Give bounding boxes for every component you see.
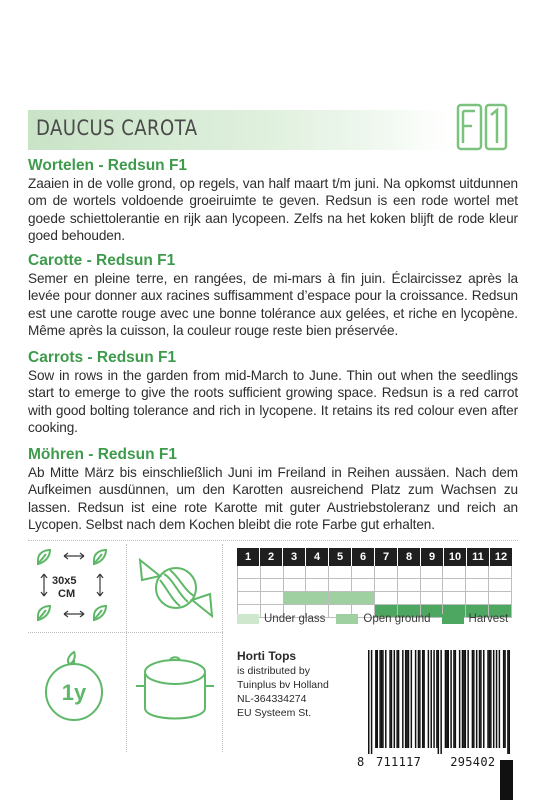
section-title-dutch: Wortelen - Redsun F1 <box>28 157 188 174</box>
section-body-dutch: Zaaien in de volle grond, op regels, van half maart t/m juni. Na opkomst uitdunnen om de wortels voldoende groeiruimte te geven. Redsun is een rode wortel met goede schiettolerantie en rijk aan lycopeen. Zelfs na het koken blijft de rode kleur goed behouden. <box>28 176 518 244</box>
barcode-bar <box>375 650 376 748</box>
calendar-cell <box>352 566 375 579</box>
divider <box>28 540 518 541</box>
spacing-value: 30x5 <box>52 575 77 587</box>
barcode-bar <box>381 650 382 748</box>
legend-swatch <box>442 614 464 624</box>
section-english <box>28 349 518 437</box>
calendar-cell <box>238 592 261 605</box>
f1-badge-icon <box>453 102 511 152</box>
barcode-bar <box>455 650 456 748</box>
barcode-bar <box>487 650 488 748</box>
calendar-month-5: 5 <box>329 548 352 566</box>
section-title-english: Carrots - Redsun F1 <box>28 349 177 366</box>
distributor-line: is distributed by <box>237 665 310 677</box>
f1-badge-text: F1 <box>453 102 455 103</box>
calendar-body <box>237 566 512 618</box>
calendar-cell <box>466 579 489 592</box>
divider <box>222 544 223 752</box>
barcode-bar <box>499 650 500 748</box>
barcode-bar <box>459 650 460 748</box>
barcode-bar <box>462 650 463 748</box>
calendar-cell <box>398 592 421 605</box>
legend-swatch <box>336 614 358 624</box>
legend-label: Under glass <box>264 613 326 625</box>
candy-seed-icon <box>134 546 218 628</box>
barcode-bar <box>423 650 424 748</box>
barcode-bar <box>408 650 409 748</box>
barcode-bar <box>463 650 464 748</box>
barcode-bar <box>440 650 441 754</box>
barcode-bar <box>446 650 447 748</box>
section-body-french: Semer en pleine terre, en rangées, de mi-mars à fin juin. Éclaircissez après la levée pour donner aux racines suffisamment d’espace pour la croissance. Redsun est une carotte rouge avec une bonne tolérance aux gelées, et riche en lycopène. Même après la cuisson, la couleur rouge reste bien préservée. <box>28 271 518 339</box>
calendar-month-1: 1 <box>237 548 260 566</box>
barcode-first-digit: 8 <box>357 755 365 769</box>
legend-harvest <box>442 613 509 625</box>
barcode-bar <box>465 650 466 748</box>
barcode-bar <box>453 650 454 748</box>
calendar-cell <box>466 592 489 605</box>
calendar-cell <box>466 566 489 579</box>
barcode-bar <box>438 650 439 754</box>
section-german <box>28 446 518 534</box>
calendar-month-11: 11 <box>467 548 490 566</box>
barcode <box>368 650 510 754</box>
calendar-month-3: 3 <box>283 548 306 566</box>
barcode-group-left: 711117 <box>376 755 422 769</box>
calendar-cell <box>238 566 261 579</box>
barcode-bar <box>436 650 437 748</box>
calendar-cell <box>489 592 512 605</box>
barcode-bar <box>430 650 431 748</box>
legend-label: Harvest <box>468 613 509 625</box>
calendar-cell <box>398 579 421 592</box>
calendar-cell <box>329 592 352 605</box>
calendar-cell <box>375 566 398 579</box>
calendar-cell <box>352 579 375 592</box>
calendar-cell <box>375 579 398 592</box>
calendar-cell <box>261 579 284 592</box>
barcode-bar <box>483 650 484 748</box>
calendar-row <box>237 592 512 605</box>
distributor-line: EU Systeem St. <box>237 707 312 719</box>
barcode-bar <box>489 650 490 748</box>
calendar-month-8: 8 <box>398 548 421 566</box>
section-title-french: Carotte - Redsun F1 <box>28 252 176 269</box>
calendar-cell <box>421 566 444 579</box>
barcode-bar <box>396 650 397 748</box>
barcode-bar <box>509 650 510 754</box>
barcode-bar <box>415 650 416 748</box>
lifespan-icon <box>32 640 116 740</box>
calendar-cell <box>489 566 512 579</box>
barcode-bar <box>394 650 395 748</box>
legend-swatch <box>237 614 259 624</box>
barcode-bar <box>402 650 403 748</box>
barcode-bar <box>389 650 390 748</box>
barcode-bar <box>507 650 508 754</box>
section-body-german: Ab Mitte März bis einschließlich Juni im Freiland in Reihen aussäen. Nach dem Aufkeimen ausdünnen, um den Karotten ausreichend Platz zum Wachsen zu lassen. Redsun ist eine rote Karotte mit guter Austriebstoleranz und reich an Lycopen. Selbst nach dem Kochen bleibt die rote Farbe gut erhalten. <box>28 465 518 533</box>
barcode-bar <box>377 650 378 748</box>
calendar-cell <box>284 579 307 592</box>
barcode-bar <box>479 650 480 748</box>
barcode-bar <box>368 650 369 754</box>
calendar-cell <box>306 579 329 592</box>
barcode-bar <box>473 650 474 748</box>
barcode-bar <box>480 650 481 748</box>
calendar-month-10: 10 <box>444 548 467 566</box>
barcode-bar <box>467 650 468 748</box>
legend-under-glass <box>237 613 325 625</box>
calendar-month-header <box>237 548 512 566</box>
barcode-bar <box>445 650 446 748</box>
calendar-cell <box>421 579 444 592</box>
calendar-month-9: 9 <box>421 548 444 566</box>
barcode-bar <box>422 650 423 748</box>
barcode-bar <box>382 650 383 748</box>
calendar-cell <box>443 566 466 579</box>
calendar-row <box>237 566 512 579</box>
barcode-bar <box>398 650 399 748</box>
spacing-unit: CM <box>58 588 76 600</box>
distributor-info <box>237 648 329 720</box>
barcode-bar <box>428 650 429 748</box>
calendar-cell <box>306 592 329 605</box>
divider <box>126 544 127 752</box>
calendar-cell <box>284 566 307 579</box>
calendar-cell <box>398 566 421 579</box>
calendar-month-4: 4 <box>306 548 329 566</box>
edge-bar <box>500 760 513 800</box>
calendar-month-6: 6 <box>352 548 375 566</box>
calendar-cell <box>284 592 307 605</box>
barcode-group-right: 295402 <box>450 755 496 769</box>
calendar-cell <box>443 579 466 592</box>
section-title-german: Möhren - Redsun F1 <box>28 446 177 463</box>
section-dutch <box>28 157 518 245</box>
distributor-line: NL-364334274 <box>237 693 307 705</box>
barcode-bar <box>476 650 477 748</box>
calendar-cell <box>375 592 398 605</box>
barcode-bar <box>405 650 406 748</box>
barcode-bar <box>504 650 505 748</box>
spacing-icon <box>30 546 120 628</box>
calendar-cell <box>443 592 466 605</box>
calendar-cell <box>421 592 444 605</box>
calendar-month-2: 2 <box>260 548 283 566</box>
barcode-bar <box>433 650 434 748</box>
species-name: DAUCUS CAROTA <box>36 116 198 140</box>
barcode-bar <box>385 650 386 748</box>
barcode-bar <box>371 650 372 754</box>
barcode-bar <box>493 650 494 748</box>
calendar-cell <box>306 566 329 579</box>
lifespan-value: 1y <box>61 680 87 705</box>
calendar-cell <box>352 592 375 605</box>
barcode-bar <box>450 650 451 748</box>
legend-open-ground <box>336 613 430 625</box>
calendar-cell <box>261 566 284 579</box>
distributor-line: Tuinplus bv Holland <box>237 679 329 691</box>
barcode-bar <box>472 650 473 748</box>
barcode-bar <box>496 650 497 748</box>
calendar-row <box>237 579 512 592</box>
legend-label: Open ground <box>363 613 431 625</box>
barcode-bar <box>406 650 407 748</box>
section-body-english: Sow in rows in the garden from mid-March to June. Thin out when the seedlings start to emerge to give the roots sufficient growing space. Redsun is a red carrot with good bolting tolerance and rich in lycopene. It retains its red colour even after cooking. <box>28 368 518 436</box>
brand-name: Horti Tops <box>237 649 297 663</box>
barcode-bar <box>503 650 504 748</box>
barcode-bar <box>419 650 420 748</box>
calendar-cell <box>489 579 512 592</box>
calendar-cell <box>329 566 352 579</box>
calendar-cell <box>329 579 352 592</box>
barcode-bar <box>448 650 449 748</box>
calendar-month-12: 12 <box>490 548 512 566</box>
calendar-legend <box>237 613 519 625</box>
barcode-bar <box>391 650 392 748</box>
barcode-bar <box>418 650 419 748</box>
barcode-bar <box>411 650 412 748</box>
calendar-month-7: 7 <box>375 548 398 566</box>
cooking-pot-icon <box>132 642 218 742</box>
barcode-bar <box>490 650 491 748</box>
barcode-bar <box>379 650 380 748</box>
section-french <box>28 252 518 340</box>
calendar-cell <box>261 592 284 605</box>
calendar-cell <box>238 579 261 592</box>
sowing-calendar <box>237 548 512 618</box>
